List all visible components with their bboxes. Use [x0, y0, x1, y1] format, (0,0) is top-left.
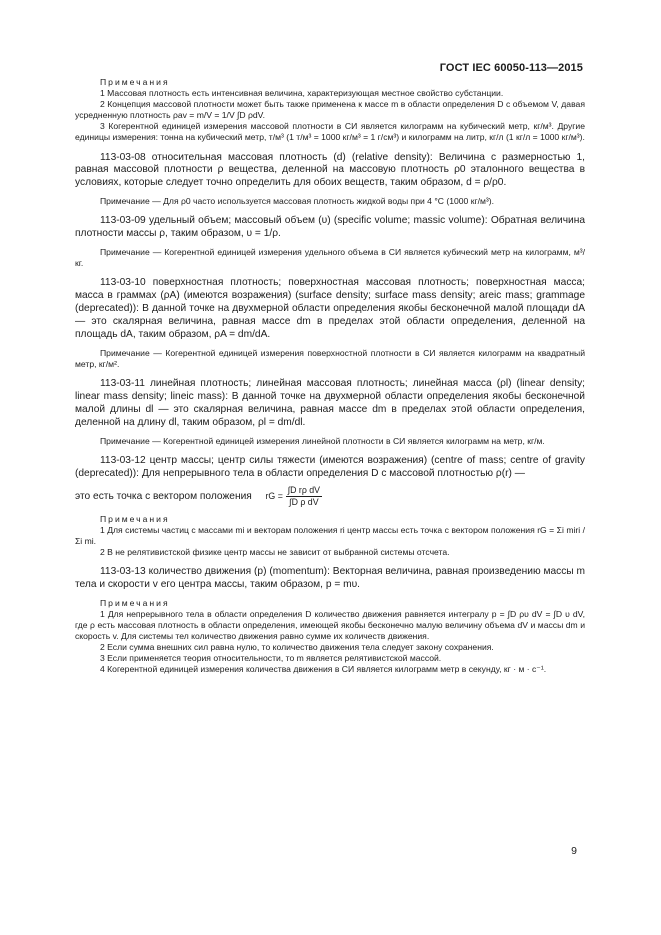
note-top-2: 2 Концепция массовой плотности может быть также применена к массе m в области определения D с объемом V, давая усредненную плотность ρav = m/V = 1/V ∫D ρdV. [75, 99, 585, 121]
term-113-03-08-note: Примечание — Для ρ0 часто используется массовая плотность жидкой воды при 4 °C (1000 кг/м³). [100, 196, 495, 207]
notes-heading-12: Примечания [100, 513, 170, 524]
term-113-03-13: 113-03-13 количество движения (p) (momentum): Векторная величина, равная произведению массы m тела и скорости v его центра массы, таким образом, p = mυ. [75, 566, 585, 590]
term-113-03-08: 113-03-08 относительная массовая плотность (d) (relative density): Величина с размерностью 1, равная массовой плотности ρ вещества, деленной на массовую плотность ρ0 эталонного вещества в условиях, которые следует точно определить для обоих веществ, таким образом, d = ρ/ρ0. [75, 151, 585, 189]
term-113-03-12: 113-03-12 центр массы; центр силы тяжести (имеются возражения) (centre of mass; centre of gravity (deprecated)): Для непрерывного тела в области определения D с массовой плотностью ρ(r) — [75, 454, 585, 479]
note-top-1: 1 Массовая плотность есть интенсивная величина, характеризующая местное свойство субстанции. [100, 88, 504, 99]
notes-heading-13: Примечания [100, 597, 170, 608]
formula-denominator: ∫D ρ dV [289, 496, 319, 507]
term-113-03-13-note-4: 4 Когерентной единицей измерения количества движения в СИ является килограмм метр в секунду, кг · м · с⁻¹. [100, 664, 547, 675]
formula-numerator: ∫D rρ dV [287, 484, 321, 495]
term-113-03-11-note: Примечание — Когерентной единицей измерения линейной плотности в СИ является килограмм на метр, кг/м. [100, 435, 545, 446]
term-113-03-09-note: Примечание — Когерентной единицей измерения удельного объема в СИ является кубический метр на килограмм, м³/кг. [75, 247, 585, 269]
term-113-03-11: 113-03-11 линейная плотность; линейная массовая плотность; линейная масса (ρl) (linear density; linear mass density; lineic mass): В данной точке на двухмерной области определения якобы бесконечной малой длины dl — это скалярная величина, равная массе dm в пределах этой области определения, деленной на длину dl, таким образом, ρl = dm/dl. [75, 378, 585, 428]
term-113-03-10-note: Примечание — Когерентной единицей измерения поверхностной плотности в СИ является килограмм на квадратный метр, кг/м². [75, 347, 585, 369]
formula-lhs: rG = [265, 490, 283, 501]
note-top-3: 3 Когерентной единицей измерения массовой плотности в СИ является килограмм на кубический метр, кг/м³. Другие единицы измерения: тонна на кубический метр, т/м³ (1 т/м³ = 1000 кг/м³ = 1 г/см³) и килограмм на литр, кг/л (1 кг/л = 1000 кг/м³). [75, 121, 585, 143]
page-number: 9 [571, 845, 577, 857]
term-113-03-13-note-1: 1 Для непрерывного тела в области определения D количество движения равняется интегралу p = ∫D ρυ dV = ∫D υ dV, где ρ есть массовая плотность в области определения, имеющей якобы бесконечно малую величину объема dV и массы dm и скорость v. Для системы тел количество движения равно сумме их количеств движения. [75, 608, 585, 642]
term-113-03-13-note-2: 2 Если сумма внешних сил равна нулю, то количество движения тела следует закону сохранения. [100, 642, 494, 653]
standard-header: ГОСТ IEC 60050-113—2015 [439, 62, 583, 74]
term-113-03-09: 113-03-09 удельный объем; массовый объем (υ) (specific volume; massic volume): Обратная величина плотности массы ρ, таким образом, υ = 1/ρ. [75, 215, 585, 240]
formula-fraction [286, 485, 322, 508]
term-113-03-13-note-3: 3 Если применяется теория относительности, то m является релятивистской массой. [100, 653, 442, 664]
center-of-mass-formula [75, 485, 585, 508]
formula-lead-text: это есть точка с вектором положения [75, 490, 252, 502]
page-body [75, 77, 585, 675]
term-113-03-10: 113-03-10 поверхностная плотность; поверхностная массовая плотность; поверхностная масса; масса в граммах (ρA) (имеются возражения) (surface density; surface mass density; areic mass; grammage (deprecated)): В данной точке на двухмерной области определения якобы бесконечной малой площади dA — это скалярная величина, равная массе dm в пределах этой области определения, деленной на площадь dA, таким образом, ρA = dm/dA. [75, 277, 585, 340]
term-113-03-12-note-2: 2 В не релятивистской физике центр массы не зависит от выбранной системы отсчета. [100, 546, 450, 557]
term-113-03-12-note-1: 1 Для системы частиц с массами mi и векторам положения ri центр массы есть точка с вектором положения rG = Σi miri / Σi mi. [75, 524, 585, 546]
notes-heading-top: Примечания [100, 77, 170, 87]
